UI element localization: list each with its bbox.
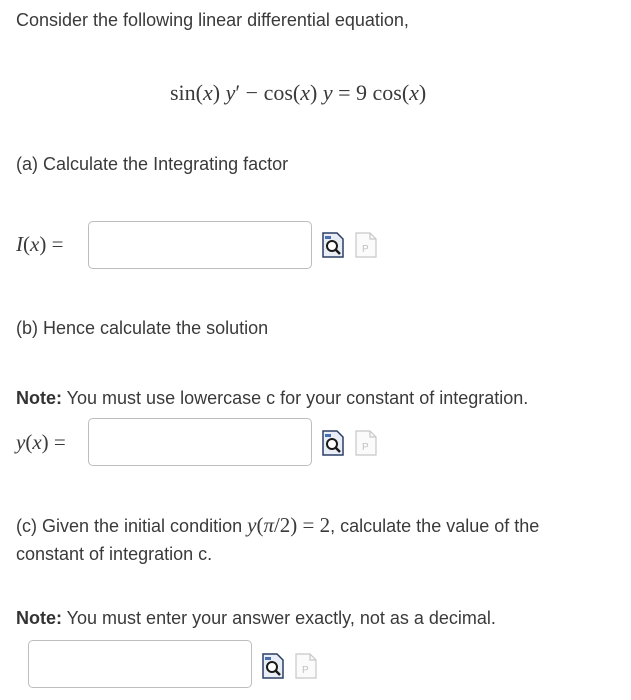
part-b-prompt: (b) Hence calculate the solution bbox=[16, 318, 269, 338]
constant-input[interactable] bbox=[28, 640, 252, 688]
integrating-factor-input[interactable] bbox=[88, 221, 312, 269]
part-b-note: Note: You must use lowercase c for your constant of integration. bbox=[16, 388, 529, 408]
part-c-prompt-line2: constant of integration c. bbox=[16, 544, 213, 564]
svg-text:P: P bbox=[362, 442, 369, 453]
math-palette-icon[interactable] bbox=[295, 653, 317, 679]
intro-text: Consider the following linear differential equation, bbox=[16, 10, 409, 30]
part-c-note: Note: You must enter your answer exactly, not as a decimal. bbox=[16, 608, 496, 628]
preview-icon[interactable] bbox=[322, 430, 344, 456]
part-a-prompt: (a) Calculate the Integrating factor bbox=[16, 154, 289, 174]
solution-input[interactable] bbox=[88, 418, 312, 466]
differential-equation: sin(x) y′ − cos(x) y = 9 cos(x) bbox=[170, 80, 427, 105]
preview-icon[interactable] bbox=[262, 653, 284, 679]
svg-text:P: P bbox=[362, 244, 369, 255]
solution-label: y(x) = bbox=[16, 430, 66, 454]
part-c-prompt: (c) Given the initial condition y(π/2) = 2, calculate the value of the bbox=[16, 513, 540, 537]
svg-text:P: P bbox=[302, 665, 309, 676]
preview-icon[interactable] bbox=[322, 232, 344, 258]
math-palette-icon[interactable] bbox=[355, 430, 377, 456]
math-palette-icon[interactable] bbox=[355, 232, 377, 258]
integrating-factor-label: I(x) = bbox=[16, 232, 64, 256]
